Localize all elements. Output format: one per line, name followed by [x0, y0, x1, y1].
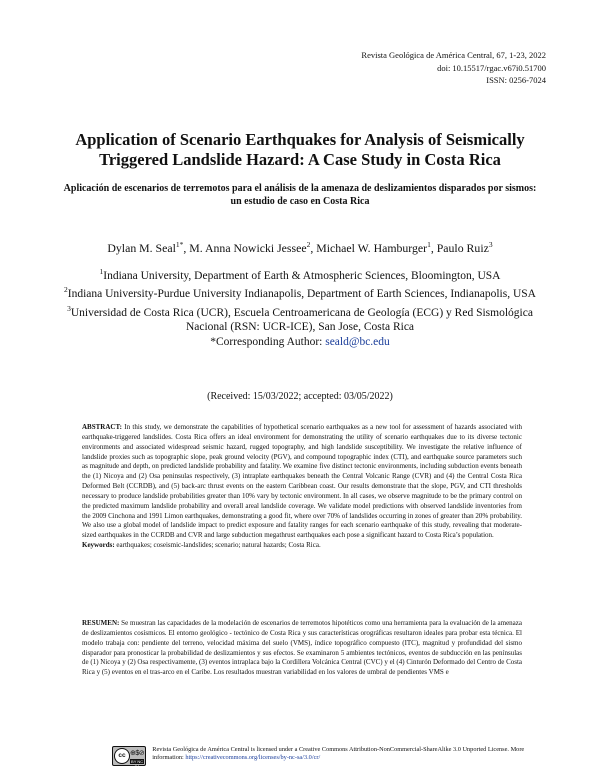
- cc-icon: cc: [114, 748, 130, 764]
- author: Paulo Ruiz$^3$: [436, 240, 493, 255]
- license-footer: [112, 746, 532, 769]
- abstract: [82, 423, 522, 551]
- author: Dylan M. Seal$^{1*}$,: [107, 240, 190, 255]
- keywords-text: earthquakes; coseismic-landslides; scenario; natural hazards; Costa Rica.: [114, 541, 321, 550]
- creative-commons-badge[interactable]: [112, 746, 146, 769]
- keywords-label: Keywords:: [82, 541, 115, 550]
- journal-header: [361, 49, 546, 87]
- affiliation-3: $^3$Universidad de Costa Rica (UCR), Escuela Centroamericana de Geología (ECG) y Red Sismológica Nacional (RSN: UCR-ICE), San Jose, Costa Rica: [67, 303, 533, 334]
- resumen: [82, 619, 522, 678]
- resumen-text: Se muestran las capacidades de la modelación de escenarios de terremotos hipotéticos como una herramienta para la evaluación de la amenaza de deslizamientos cosísmicos. El entorno geológico - tectónico de Costa Rica y sus características orográficas resultaron ideales para probar esta técnica. El modelo trabaja con: pendiente del terreno, velocidad máxima del suelo (VMS), índice topográfico compuesto (ITC), magnitud y profundidad del sismo disparador para pronosticar la probabilidad de deslizamientos y sus efectos. Se examinaron 5 ambientes tectónicos, eventos de subducción en las penínsulas de (1) Nicoya y (2) Osa respectivamente, (3) eventos intraplaca bajo la Cordillera Volcánica Central (CVC) y el (4) Cinturón Deformado del Centro de Costa Rica y (5) eventos en el tras-arco en el Caribe. Los resultados muestran variabilidad en los valores de umbral de pendientes VMS e: [82, 619, 523, 677]
- paper-title: Application of Scenario Earthquakes for Analysis of Seismically Triggered Landslide Hazard: A Case Study in Costa Rica: [75, 130, 525, 169]
- doi: doi: 10.15517/rgac.v67i0.51700: [437, 62, 546, 73]
- by-nc-sa-icon: ⊕$⊘: [130, 750, 145, 757]
- corresponding-author: *Corresponding Author: seald@bc.edu: [210, 335, 390, 348]
- email-link[interactable]: seald@bc.edu: [325, 335, 390, 348]
- author-list: [40, 238, 560, 255]
- abstract-text: In this study, we demonstrate the capabilities of hypothetical scenario earthquakes as a new tool for assessment of hazards associated with earthquake-triggered landslides. Costa Rica offers an ideal environment for demonstrating the utility of scenario earthquakes due to its diverse tectonic environments and associated widespread seismic hazard, rugged topography, and high landslide susceptibility. We investigate the relative influence of landslide proxies such as topographic slope, peak ground velocity (PGV), and compound topographic index (CTI), and earthquake source parameters such as magnitude and depth, on predicted landslide probability and fatality. We examine five distinct tectonic environments, including subduction events beneath the (1) Nicoya and (2) Osa peninsulas respectively, (3) intraplate earthquakes beneath the Central Volcanic Range (CVR) and (4) the Central Costa Rica Deformed Belt (CCRDB), and (5) back-arc thrust events on the eastern Caribbean coast. Our results demonstrate that the slope, PGV, and CTI thresholds necessary to produce landslide probabilities greater than 10% vary by tectonic environment. In all cases, we observe magnitude to be the primary control on the predicted maximum landslide probability and overall areal landslide coverage. We validate model predictions with observed landslide inventories from the 2009 Cinchona and 1991 Limon earthquakes, demonstrating a good fit, where over 70% of landslides occurring in zones of greater than 20% probability. We also use a global model of landslide impact to predict exposure and fatality ranges for each scenario earthquake of this study, revealing that moderate-sized earthquakes in the CCRDB and CVR and large subduction megathrust earthquakes each pose a significant hazard to Costa Rica’s population.: [82, 423, 522, 540]
- journal-citation: Revista Geológica de América Central, 67, 1-23, 2022: [361, 50, 546, 60]
- license-url-link[interactable]: https://creativecommons.org/licenses/by-nc-sa/3.0/cr/: [185, 754, 321, 762]
- affiliation-2: $^2$Indiana University-Purdue University Indianapolis, Department of Earth Sciences, Indianapolis, USA: [64, 285, 536, 301]
- resumen-label: RESUMEN:: [82, 619, 120, 627]
- author: Michael W. Hamburger$^1$,: [316, 240, 437, 255]
- affiliation-1: $^1$Indiana University, Department of Earth & Atmospheric Sciences, Bloomington, USA: [99, 267, 501, 282]
- received-dates: (Received: 15/03/2022; accepted: 03/05/2022): [207, 391, 393, 402]
- license-text: Revista Geológica de América Central is licensed under a Creative Commons Attribution-NonCommercial-ShareAlike 3.0 Unported License. More information: https://creativecommons.org/licenses/by-nc-sa/3.0/cr/: [152, 746, 525, 762]
- abstract-label: ABSTRACT:: [82, 423, 122, 431]
- cc-license-bar: BY NC SA: [131, 759, 144, 769]
- issn: ISSN: 0256-7024: [486, 75, 546, 85]
- paper-subtitle: Aplicación de escenarios de terremotos para el análisis de la amenaza de deslizamientos disparados por sismos: un estudio de caso en Costa Rica: [63, 183, 537, 207]
- author: M. Anna Nowicki Jessee$^2$,: [189, 240, 317, 255]
- affiliations: [60, 265, 540, 349]
